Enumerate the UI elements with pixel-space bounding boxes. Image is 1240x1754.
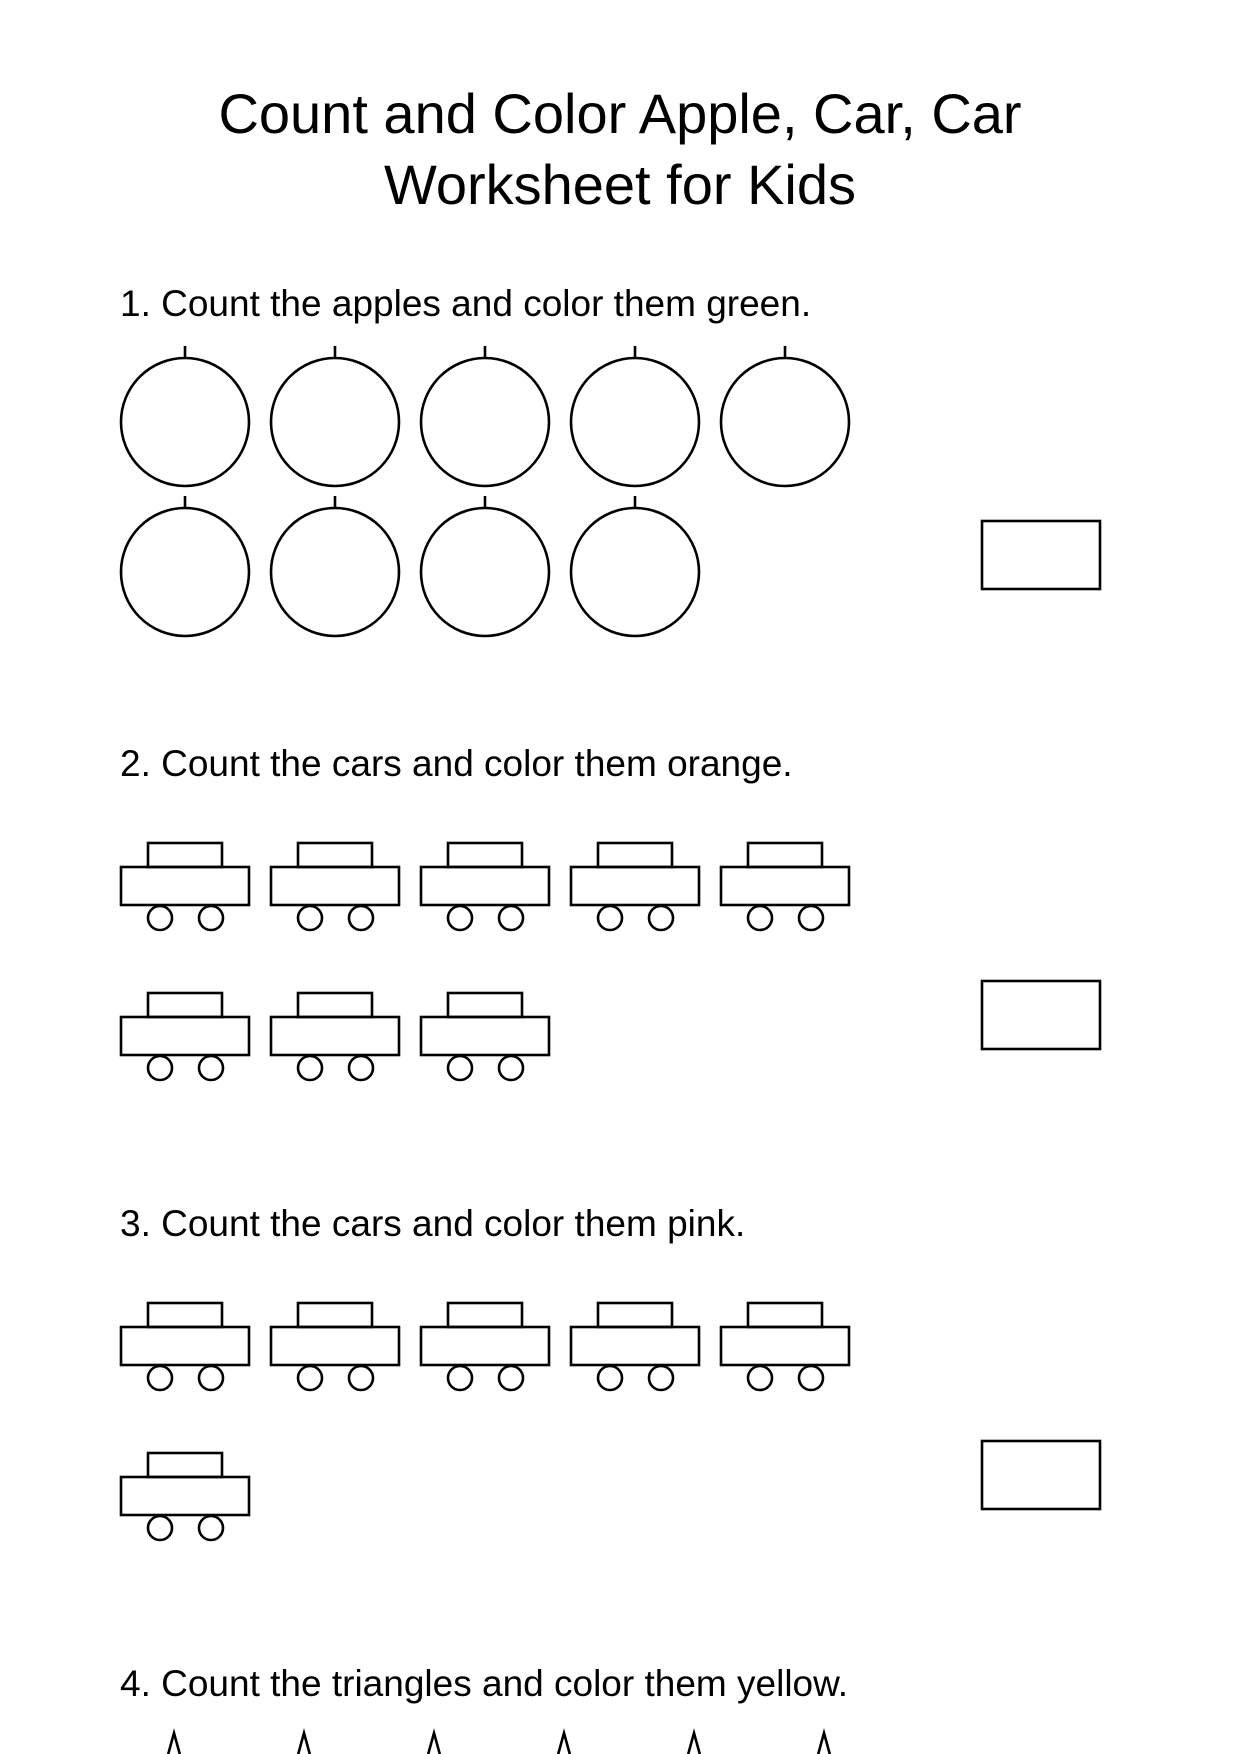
question-2-text: 2. Count the cars and color them orange. xyxy=(120,743,793,784)
car-roof xyxy=(748,1303,822,1327)
car-body xyxy=(571,867,699,905)
car-roof xyxy=(148,993,222,1017)
car-wheel xyxy=(748,906,772,930)
triangle-shape xyxy=(423,1733,445,1754)
triangle-shape xyxy=(163,1733,185,1754)
triangle-shape xyxy=(553,1733,575,1754)
car-body xyxy=(271,1017,399,1055)
car-wheel xyxy=(199,1366,223,1390)
car-body xyxy=(721,867,849,905)
question-2-answer-box xyxy=(982,981,1100,1049)
apple-6 xyxy=(121,496,249,636)
question-3-cars xyxy=(121,1303,849,1540)
answer-box xyxy=(982,1441,1100,1509)
apple-circle xyxy=(421,508,549,636)
car-roof xyxy=(298,993,372,1017)
car-body xyxy=(121,867,249,905)
car-roof xyxy=(298,843,372,867)
question-3-text: 3. Count the cars and color them pink. xyxy=(120,1203,746,1244)
car-roof xyxy=(148,1453,222,1477)
triangle-1 xyxy=(163,1733,185,1754)
car-2 xyxy=(271,843,399,930)
car-body xyxy=(421,867,549,905)
car-3 xyxy=(421,1303,549,1390)
car-4 xyxy=(571,1303,699,1390)
car-6 xyxy=(121,1453,249,1540)
apple-4 xyxy=(571,346,699,486)
apple-2 xyxy=(271,346,399,486)
apple-circle xyxy=(571,508,699,636)
car-roof xyxy=(748,843,822,867)
apple-9 xyxy=(571,496,699,636)
apple-8 xyxy=(421,496,549,636)
car-wheel xyxy=(649,906,673,930)
triangle-5 xyxy=(683,1733,705,1754)
car-wheel xyxy=(598,1366,622,1390)
triangle-shape xyxy=(683,1733,705,1754)
apple-7 xyxy=(271,496,399,636)
triangle-shape xyxy=(293,1733,315,1754)
car-wheel xyxy=(298,1056,322,1080)
car-wheel xyxy=(499,906,523,930)
apple-circle xyxy=(571,358,699,486)
car-8 xyxy=(421,993,549,1080)
car-wheel xyxy=(298,906,322,930)
car-wheel xyxy=(199,1516,223,1540)
car-wheel xyxy=(748,1366,772,1390)
car-wheel xyxy=(349,1366,373,1390)
car-6 xyxy=(121,993,249,1080)
question-2-cars xyxy=(121,843,849,1080)
title-line-1: Count and Color Apple, Car, Car xyxy=(218,82,1022,145)
apple-circle xyxy=(121,358,249,486)
car-roof xyxy=(448,1303,522,1327)
triangle-shape xyxy=(813,1733,835,1754)
triangle-3 xyxy=(423,1733,445,1754)
question-1-answer-box xyxy=(982,521,1100,589)
apple-circle xyxy=(121,508,249,636)
car-body xyxy=(421,1017,549,1055)
car-5 xyxy=(721,1303,849,1390)
car-roof xyxy=(148,843,222,867)
car-wheel xyxy=(499,1366,523,1390)
apple-1 xyxy=(121,346,249,486)
title-line-2: Worksheet for Kids xyxy=(383,153,857,216)
car-body xyxy=(121,1477,249,1515)
car-roof xyxy=(448,993,522,1017)
car-4 xyxy=(571,843,699,930)
car-wheel xyxy=(799,1366,823,1390)
car-body xyxy=(121,1327,249,1365)
car-5 xyxy=(721,843,849,930)
car-body xyxy=(421,1327,549,1365)
car-body xyxy=(721,1327,849,1365)
apple-circle xyxy=(421,358,549,486)
apple-circle xyxy=(271,358,399,486)
car-wheel xyxy=(298,1366,322,1390)
apple-3 xyxy=(421,346,549,486)
car-roof xyxy=(448,843,522,867)
question-3-answer-box xyxy=(982,1441,1100,1509)
car-body xyxy=(271,867,399,905)
car-body xyxy=(571,1327,699,1365)
car-wheel xyxy=(448,906,472,930)
car-wheel xyxy=(148,906,172,930)
answer-box xyxy=(982,521,1100,589)
answer-box xyxy=(982,981,1100,1049)
apple-5 xyxy=(721,346,849,486)
car-body xyxy=(121,1017,249,1055)
car-roof xyxy=(148,1303,222,1327)
car-3 xyxy=(421,843,549,930)
car-1 xyxy=(121,843,249,930)
question-4-triangles xyxy=(163,1733,835,1754)
car-body xyxy=(271,1327,399,1365)
triangle-6 xyxy=(813,1733,835,1754)
car-2 xyxy=(271,1303,399,1390)
car-wheel xyxy=(199,1056,223,1080)
car-wheel xyxy=(199,906,223,930)
question-1-text: 1. Count the apples and color them green. xyxy=(120,283,812,324)
car-7 xyxy=(271,993,399,1080)
car-wheel xyxy=(148,1516,172,1540)
car-wheel xyxy=(448,1366,472,1390)
car-wheel xyxy=(148,1056,172,1080)
apple-circle xyxy=(721,358,849,486)
car-wheel xyxy=(649,1366,673,1390)
car-wheel xyxy=(799,906,823,930)
car-1 xyxy=(121,1303,249,1390)
question-1-apples xyxy=(121,346,849,636)
car-wheel xyxy=(598,906,622,930)
car-roof xyxy=(598,843,672,867)
car-wheel xyxy=(349,906,373,930)
question-4-text: 4. Count the triangles and color them yellow. xyxy=(120,1663,849,1704)
car-wheel xyxy=(499,1056,523,1080)
car-wheel xyxy=(349,1056,373,1080)
apple-circle xyxy=(271,508,399,636)
car-wheel xyxy=(148,1366,172,1390)
triangle-2 xyxy=(293,1733,315,1754)
triangle-4 xyxy=(553,1733,575,1754)
car-roof xyxy=(298,1303,372,1327)
car-wheel xyxy=(448,1056,472,1080)
car-roof xyxy=(598,1303,672,1327)
